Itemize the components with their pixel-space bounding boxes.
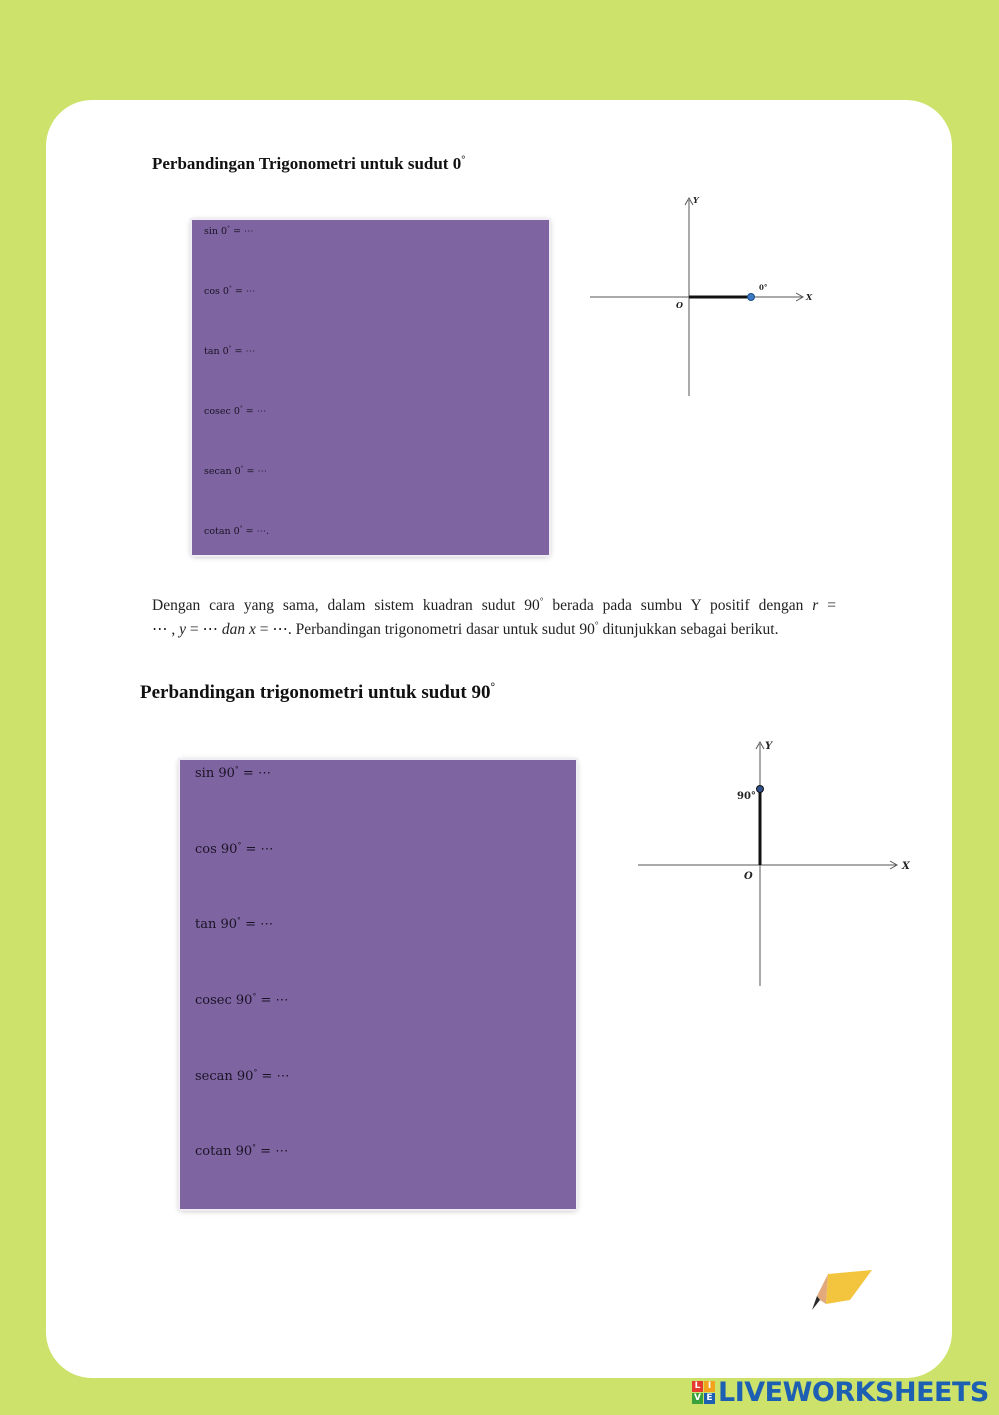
cotan-90-row: cotan 90° = ⋯ [195,1142,289,1159]
y-axis-label: Y [765,741,773,752]
section1-title: Perbandingan Trigonometri untuk sudut 0° [152,154,466,173]
pencil-icon [806,1264,874,1314]
axes-0-degree [588,192,820,398]
point-marker [757,786,764,793]
cosec-0-row: cosec 0° = ⋯ [204,405,267,417]
point-label: 90° [737,791,756,802]
answer-panel-90-degree [180,760,576,1209]
origin-label: O [744,871,753,882]
section2-title: Perbandingan trigonometri untuk sudut 90° [140,681,496,703]
axes-90-degree [636,738,916,988]
tan-90-row: tan 90° = ⋯ [195,915,274,932]
y-axis-label: Y [693,195,699,205]
sin-90-row: sin 90° = ⋯ [195,764,271,781]
cos-90-row: cos 90° = ⋯ [195,840,274,857]
logo-tile-e: E [704,1393,715,1404]
sin-0-row: sin 0° = ⋯ [204,225,254,237]
secan-0-row: secan 0° = ⋯ [204,465,268,477]
cosec-90-row: cosec 90° = ⋯ [195,991,289,1008]
cotan-0-row: cotan 0° = ⋯. [204,525,270,537]
paragraph-line-2: ⋯ , y = ⋯ dan x = ⋯. Perbandingan trigonometri dasar untuk sudut 90° ditunjukkan sebagai berikut. [152,620,779,638]
logo-tile-v: V [692,1393,703,1404]
logo-tile-l: L [692,1381,703,1392]
x-axis-label: X [806,292,813,302]
answer-panel-0-degree [192,220,549,555]
tan-0-row: tan 0° = ⋯ [204,345,256,357]
cos-0-row: cos 0° = ⋯ [204,285,256,297]
logo-tile-i: I [704,1381,715,1392]
point-marker [748,294,755,301]
x-axis-label: X [902,861,910,872]
logo-text: LIVEWORKSHEETS [718,1376,989,1408]
secan-90-row: secan 90° = ⋯ [195,1067,290,1084]
liveworksheets-logo [692,1377,989,1407]
origin-label: O [676,300,683,310]
logo-tiles-icon [692,1381,715,1404]
point-label: 0° [759,283,768,292]
explanation-paragraph [152,594,836,642]
paragraph-line-1: Dengan cara yang sama, dalam sistem kuadran sudut 90° berada pada sumbu Y positif dengan r = [152,596,836,614]
